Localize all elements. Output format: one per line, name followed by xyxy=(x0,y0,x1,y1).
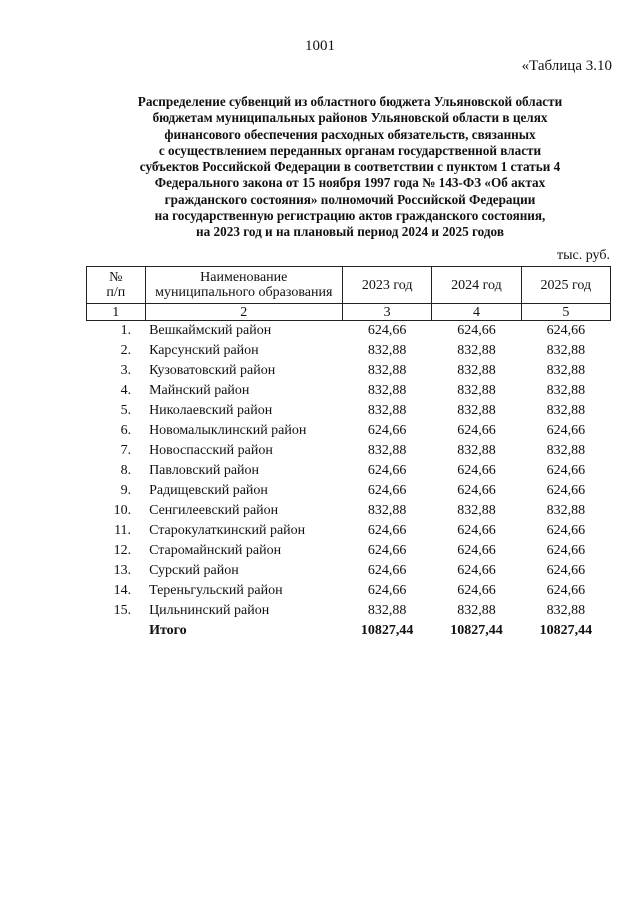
value-2024: 624,66 xyxy=(457,463,496,478)
value-2023: 624,66 xyxy=(367,543,407,558)
header-number xyxy=(87,267,146,304)
municipality-name: Сенгилеевский район xyxy=(149,503,279,518)
municipality-name: Сурский район xyxy=(149,563,239,578)
table-row xyxy=(87,481,611,501)
value-2023: 624,66 xyxy=(367,463,407,478)
value-2024: 832,88 xyxy=(457,503,496,518)
header-number-symbol: № xyxy=(109,270,123,285)
value-2025: 624,66 xyxy=(546,563,586,578)
row-number: 8. xyxy=(120,463,132,478)
municipality-name: Майнский район xyxy=(149,383,250,398)
table-row xyxy=(87,541,611,561)
column-number: 4 xyxy=(432,304,521,321)
table-row xyxy=(87,441,611,461)
row-number: 15. xyxy=(113,603,132,618)
page-number: 1001 xyxy=(305,38,335,54)
municipality-name: Кузоватовский район xyxy=(149,363,276,378)
table-row xyxy=(87,421,611,441)
column-number: 2 xyxy=(145,304,342,321)
row-number: 14. xyxy=(113,583,132,598)
total-2025: 10827,44 xyxy=(539,623,593,638)
municipality-name: Цильнинский район xyxy=(149,603,270,618)
column-number-row xyxy=(87,304,611,321)
header-year-2024: 2024 год xyxy=(432,267,521,304)
value-2025: 832,88 xyxy=(546,603,586,618)
value-2025: 832,88 xyxy=(546,403,586,418)
value-2023: 832,88 xyxy=(367,383,407,398)
row-number: 9. xyxy=(120,483,132,498)
total-label: Итого xyxy=(149,623,187,638)
value-2024: 832,88 xyxy=(457,603,496,618)
municipality-name: Николаевский район xyxy=(149,403,273,418)
column-number: 3 xyxy=(342,304,431,321)
value-2025: 832,88 xyxy=(546,363,586,378)
value-2025: 624,66 xyxy=(546,423,586,438)
municipality-name: Новомалыклинский район xyxy=(149,423,307,438)
value-2025: 624,66 xyxy=(546,483,586,498)
municipality-name: Старомайнский район xyxy=(149,543,282,558)
total-row xyxy=(87,621,611,641)
municipality-name: Старокулаткинский район xyxy=(149,523,306,538)
value-2024: 624,66 xyxy=(457,583,496,598)
value-2024: 624,66 xyxy=(457,423,496,438)
municipality-name: Вешкаймский район xyxy=(149,323,272,338)
value-2023: 624,66 xyxy=(367,523,407,538)
municipality-name: Павловский район xyxy=(149,463,260,478)
value-2024: 624,66 xyxy=(457,543,496,558)
table-body xyxy=(87,321,611,642)
value-2024: 624,66 xyxy=(457,323,496,338)
value-2024: 832,88 xyxy=(457,383,496,398)
table-row xyxy=(87,401,611,421)
total-number-cell xyxy=(87,621,146,641)
municipality-name: Карсунский район xyxy=(149,343,259,358)
table-row xyxy=(87,501,611,521)
header-municipality xyxy=(145,267,342,304)
value-2023: 832,88 xyxy=(367,343,407,358)
value-2025: 624,66 xyxy=(546,583,586,598)
value-2025: 832,88 xyxy=(546,343,586,358)
value-2023: 832,88 xyxy=(367,443,407,458)
document-title xyxy=(90,94,610,241)
value-2024: 832,88 xyxy=(457,403,496,418)
value-2023: 624,66 xyxy=(367,563,407,578)
column-number: 1 xyxy=(87,304,146,321)
value-2025: 624,66 xyxy=(546,543,586,558)
row-number: 2. xyxy=(120,343,132,358)
table-row xyxy=(87,581,611,601)
units-label: тыс. руб. xyxy=(557,248,610,263)
table-row xyxy=(87,361,611,381)
value-2023: 624,66 xyxy=(367,423,407,438)
table-row xyxy=(87,341,611,361)
row-number: 6. xyxy=(120,423,132,438)
table-row xyxy=(87,321,611,342)
value-2024: 832,88 xyxy=(457,343,496,358)
title-line: с осуществлением переданных органам государственной власти xyxy=(158,142,542,158)
title-line: финансового обеспечения расходных обязательств, связанных xyxy=(164,126,536,142)
value-2023: 832,88 xyxy=(367,503,407,518)
value-2023: 624,66 xyxy=(367,483,407,498)
title-line: гражданского состояния» полномочий Российской Федерации xyxy=(164,191,536,207)
row-number: 1. xyxy=(120,323,132,338)
subvention-table xyxy=(86,266,611,641)
value-2025: 832,88 xyxy=(546,503,586,518)
header-year-2025: 2025 год xyxy=(521,267,610,304)
value-2025: 624,66 xyxy=(546,523,586,538)
header-year-2023: 2023 год xyxy=(342,267,431,304)
value-2024: 832,88 xyxy=(457,363,496,378)
row-number: 4. xyxy=(120,383,132,398)
column-number: 5 xyxy=(521,304,610,321)
value-2024: 624,66 xyxy=(457,523,496,538)
total-2023: 10827,44 xyxy=(360,623,414,638)
table-row xyxy=(87,461,611,481)
table-row xyxy=(87,521,611,541)
value-2023: 624,66 xyxy=(367,583,407,598)
table-label: «Таблица 3.10 xyxy=(521,58,612,74)
value-2023: 832,88 xyxy=(367,603,407,618)
row-number: 10. xyxy=(113,503,132,518)
title-line: на 2023 год и на плановый период 2024 и 2025 годов xyxy=(196,224,504,240)
municipality-name: Радищевский район xyxy=(149,483,268,498)
header-municipality-line2: муниципального образования xyxy=(155,285,333,300)
value-2024: 624,66 xyxy=(457,563,496,578)
row-number: 7. xyxy=(120,443,132,458)
title-line: Федерального закона от 15 ноября 1997 года № 143-ФЗ «Об актах xyxy=(154,175,546,191)
municipality-name: Тереньгульский район xyxy=(149,583,283,598)
header-municipality-line1: Наименование xyxy=(200,270,288,285)
header-number-abbr: п/п xyxy=(106,285,126,300)
row-number: 11. xyxy=(114,523,132,538)
value-2025: 624,66 xyxy=(546,323,586,338)
total-2024: 10827,44 xyxy=(450,623,503,638)
title-line: бюджетам муниципальных районов Ульяновской области в целях xyxy=(152,110,548,126)
title-line: субъектов Российской Федерации в соответствии с пунктом 1 статьи 4 xyxy=(139,159,561,175)
value-2025: 832,88 xyxy=(546,443,586,458)
value-2023: 832,88 xyxy=(367,403,407,418)
value-2024: 832,88 xyxy=(457,443,496,458)
value-2023: 832,88 xyxy=(367,363,407,378)
municipality-name: Новоспасский район xyxy=(149,443,273,458)
table-row xyxy=(87,381,611,401)
table-header-row xyxy=(87,267,611,304)
row-number: 5. xyxy=(120,403,132,418)
row-number: 12. xyxy=(113,543,132,558)
title-line: Распределение субвенций из областного бюджета Ульяновской области xyxy=(137,94,563,109)
row-number: 13. xyxy=(113,563,132,578)
value-2023: 624,66 xyxy=(367,323,407,338)
title-line: на государственную регистрацию актов гражданского состояния, xyxy=(154,208,546,224)
table-row xyxy=(87,561,611,581)
value-2025: 624,66 xyxy=(546,463,586,478)
value-2025: 832,88 xyxy=(546,383,586,398)
value-2024: 624,66 xyxy=(457,483,496,498)
table-row xyxy=(87,601,611,621)
row-number: 3. xyxy=(120,363,132,378)
